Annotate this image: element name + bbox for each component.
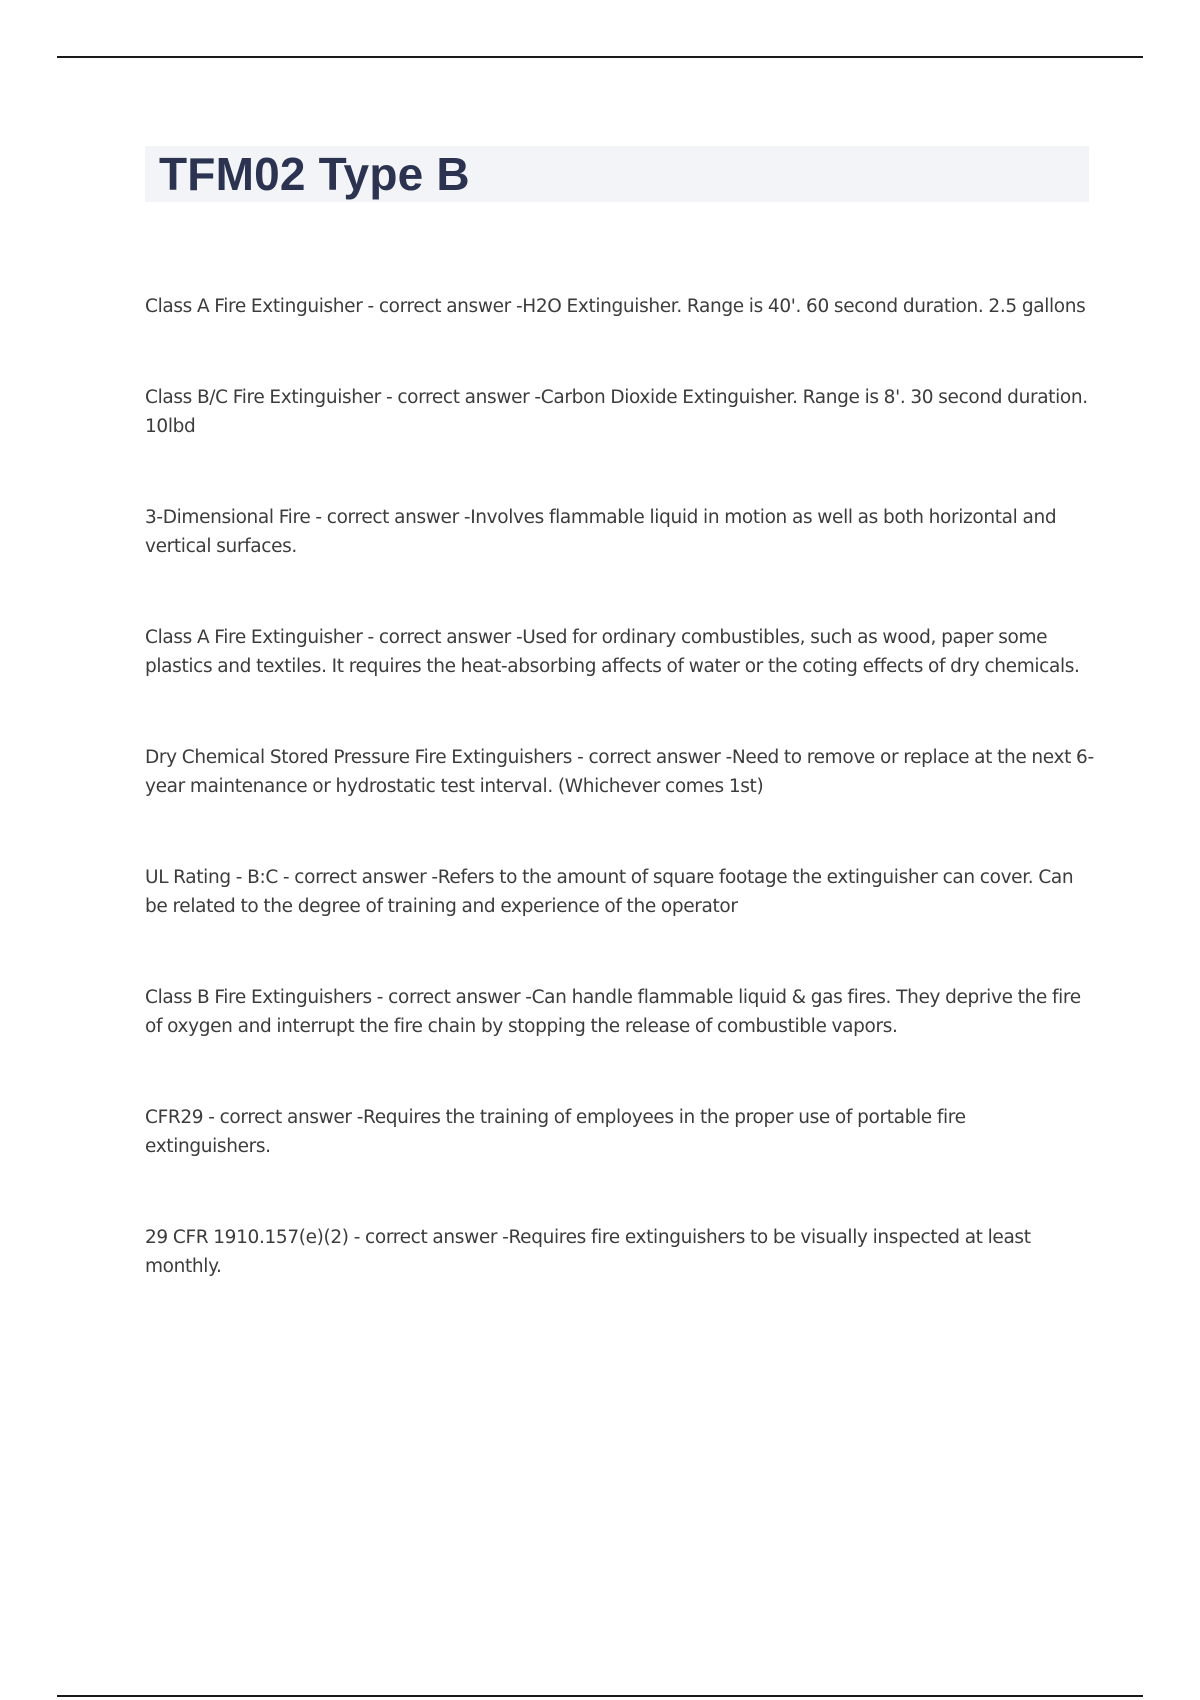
answer: Need to remove or replace at the next 6-year maintenance or hydrostatic test interval. (Whichever comes 1st): [145, 747, 1094, 797]
flashcard-list: [145, 292, 1095, 1343]
list-item: [145, 383, 1095, 441]
answer: Used for ordinary combustibles, such as wood, paper some plastics and textiles. It requires the heat-absorbing affects of water or the coting effects of dry chemicals.: [145, 627, 1080, 677]
answer: H2O Extinguisher. Range is 40'. 60 second duration. 2.5 gallons: [522, 296, 1086, 317]
separator: - correct answer -: [203, 1107, 364, 1128]
top-rule: [57, 56, 1143, 58]
separator: - correct answer -: [310, 507, 471, 528]
answer: Requires the training of employees in the proper use of portable fire extinguishers.: [145, 1107, 966, 1157]
list-item: [145, 1103, 1095, 1161]
bottom-rule: [57, 1695, 1143, 1697]
list-item: [145, 743, 1095, 801]
separator: - correct answer -: [371, 987, 532, 1008]
term: CFR29: [145, 1107, 204, 1128]
list-item: [145, 623, 1095, 681]
term: 3-Dimensional Fire: [145, 507, 311, 528]
answer: Requires fire extinguishers to be visually inspected at least monthly.: [145, 1227, 1031, 1277]
term: 29 CFR 1910.157(e)(2): [145, 1227, 349, 1248]
list-item: [145, 1223, 1095, 1281]
term: UL Rating - B:C: [145, 867, 278, 888]
term: Class A Fire Extinguisher: [145, 627, 363, 648]
document-title: TFM02 Type B: [159, 148, 470, 200]
answer: Carbon Dioxide Extinguisher. Range is 8'. 30 second duration. 10lbd: [145, 387, 1088, 437]
answer: Can handle flammable liquid & gas fires. They deprive the fire of oxygen and interrupt the fire chain by stopping the release of combustible vapors.: [145, 987, 1081, 1037]
separator: - correct answer -: [362, 296, 523, 317]
answer: Involves flammable liquid in motion as well as both horizontal and vertical surfaces.: [145, 507, 1057, 557]
list-item: [145, 292, 1095, 321]
separator: - correct answer -: [380, 387, 541, 408]
term: Class A Fire Extinguisher: [145, 296, 363, 317]
separator: - correct answer -: [572, 747, 732, 768]
separator: - correct answer -: [277, 867, 438, 888]
answer: Refers to the amount of square footage the extinguisher can cover. Can be related to the degree of training and experience of the operator: [145, 867, 1074, 917]
title-banner: [145, 146, 1089, 202]
term: Class B/C Fire Extinguisher: [145, 387, 381, 408]
term: Dry Chemical Stored Pressure Fire Extinguishers: [145, 747, 573, 768]
list-item: [145, 983, 1095, 1041]
list-item: [145, 503, 1095, 561]
list-item: [145, 863, 1095, 921]
separator: - correct answer -: [348, 1227, 509, 1248]
separator: - correct answer -: [362, 627, 523, 648]
term: Class B Fire Extinguishers: [145, 987, 372, 1008]
